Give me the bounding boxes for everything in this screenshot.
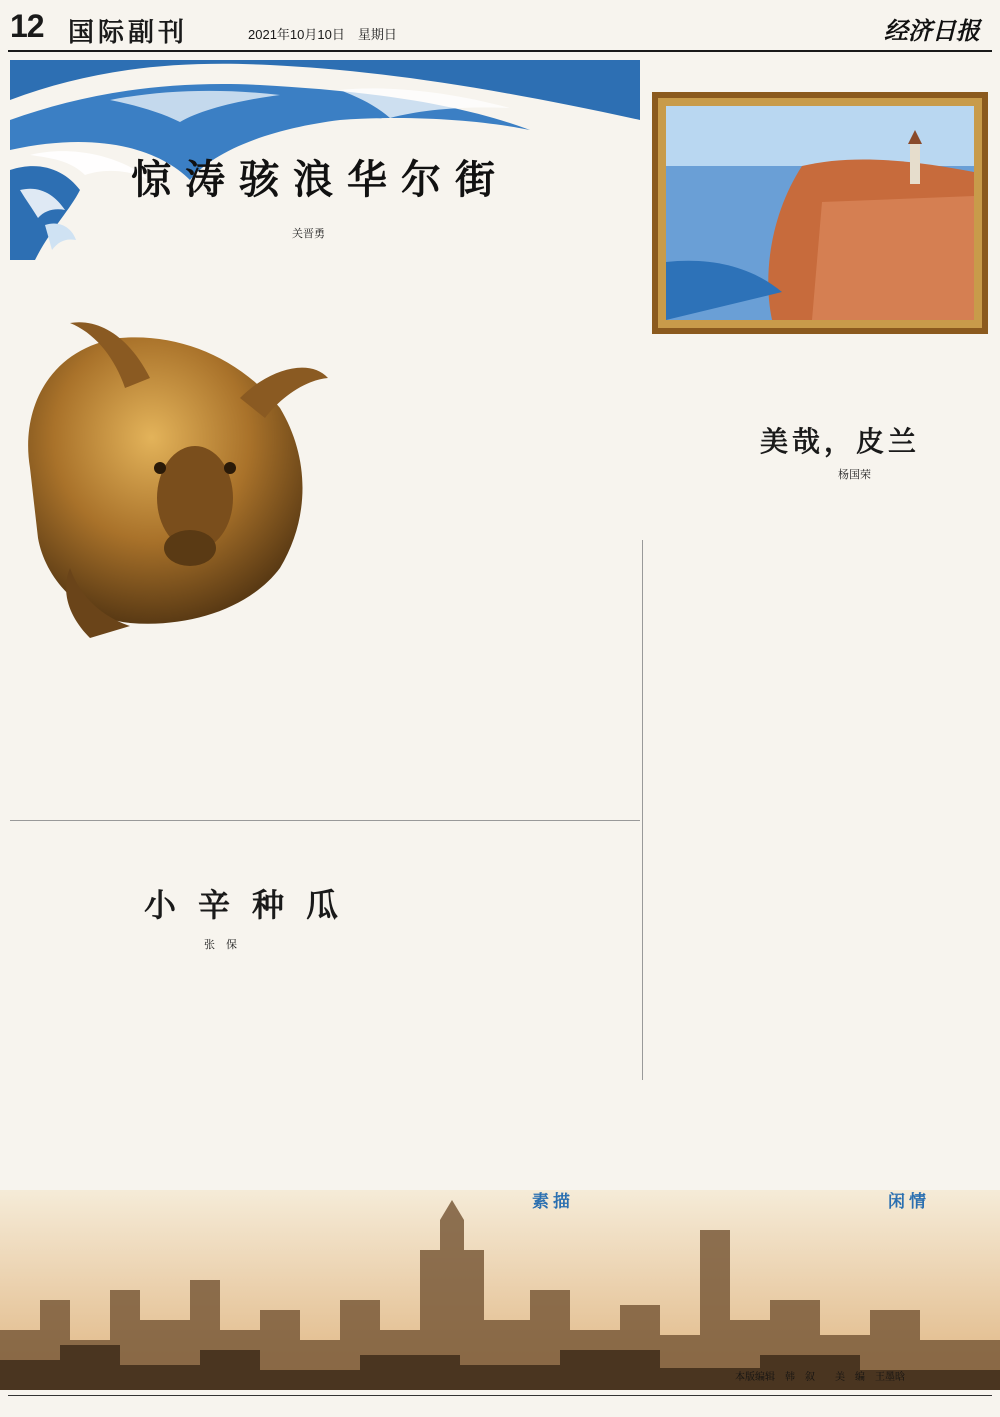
column-byline: 张 保 <box>204 938 237 951</box>
right-headline: 美哉，皮兰 <box>760 425 921 458</box>
leisure-label: 闲情 <box>888 1192 930 1212</box>
editor-credits: 本版编辑 韩 叙 美 编 王墨晗 <box>735 1372 905 1383</box>
column-text-3 <box>322 960 470 1180</box>
main-column-4 <box>172 656 328 816</box>
column-divider <box>642 540 643 1080</box>
section-divider <box>10 820 640 821</box>
section-title: 国际副刊 <box>68 18 189 48</box>
column-headline: 小辛种瓜 <box>144 886 361 924</box>
main-column-1 <box>10 656 166 816</box>
column-text-2 <box>166 960 314 1180</box>
column-text-1 <box>10 960 158 1180</box>
masthead-text: 经济日报 <box>884 16 980 45</box>
masthead-logo <box>880 12 992 46</box>
main-column-5 <box>340 656 488 816</box>
main-column-3 <box>496 360 640 790</box>
sketch-label: 素描 <box>532 1192 574 1212</box>
piran-photo <box>652 92 988 334</box>
footer-rule <box>8 1395 992 1396</box>
column-text-4 <box>478 840 640 1180</box>
page-number: 12 <box>10 8 44 44</box>
skyline-illustration <box>0 1190 1000 1390</box>
header-rule <box>8 50 992 52</box>
issue-date: 2021年10月10日 星期日 <box>248 27 397 42</box>
right-column-2 <box>824 560 988 1170</box>
main-headline: 惊涛骇浪华尔街 <box>131 156 509 203</box>
right-column-1 <box>652 560 814 1170</box>
right-byline: 杨国荣 <box>838 468 871 481</box>
main-byline: 关晋勇 <box>292 227 325 240</box>
bull-photo <box>10 318 330 648</box>
